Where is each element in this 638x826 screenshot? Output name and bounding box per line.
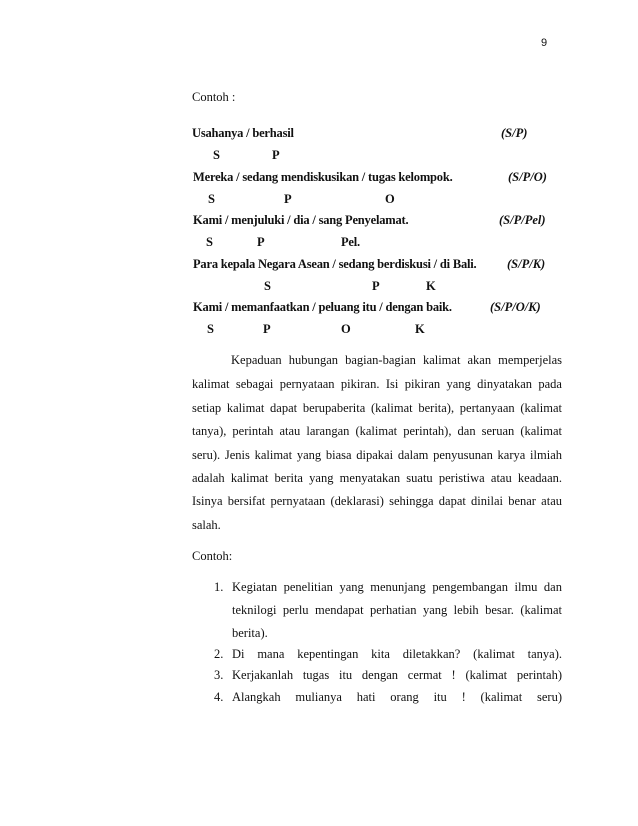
function-label: S bbox=[206, 235, 213, 249]
paragraph-line: kalimat sebagai pernyataan pikiran. Isi pikiran yang dinyatakan pada bbox=[192, 377, 562, 391]
sentence-pattern: (S/P/O/K) bbox=[490, 300, 541, 314]
function-label: S bbox=[207, 322, 214, 336]
list-number: 1. bbox=[214, 580, 224, 594]
function-label: P bbox=[263, 322, 271, 336]
paragraph-line: salah. bbox=[192, 518, 221, 532]
paragraph-line: setiap kalimat dapat berupaberita (kalimat berita), pertanyaan (kalimat bbox=[192, 401, 562, 415]
paragraph-line: seru). Jenis kalimat yang biasa dipakai dalam penyusunan karya ilmiah bbox=[192, 448, 562, 462]
sentence-pattern: (S/P) bbox=[501, 126, 528, 140]
sentence-pattern: (S/P/O) bbox=[508, 170, 547, 184]
function-label: K bbox=[415, 322, 425, 336]
example-sentence: Kami / menjuluki / dia / sang Penyelamat. bbox=[193, 213, 409, 227]
paragraph-line: tanya), perintah atau larangan (kalimat perintah), dan seruan (kalimat bbox=[192, 424, 562, 438]
function-label: O bbox=[341, 322, 351, 336]
list-item-line: Kegiatan penelitian yang menunjang pengembangan ilmu dan bbox=[232, 580, 562, 594]
function-label: P bbox=[284, 192, 292, 206]
sentence-pattern: (S/P/Pel) bbox=[499, 213, 546, 227]
list-number: 2. bbox=[214, 647, 224, 661]
function-label: P bbox=[257, 235, 265, 249]
function-label: Pel. bbox=[341, 235, 360, 249]
paragraph-line: adalah kalimat berita yang menyatakan suatu peristiwa atau keadaan. bbox=[192, 471, 562, 485]
list-number: 3. bbox=[214, 668, 224, 682]
list-number: 4. bbox=[214, 690, 224, 704]
function-label: P bbox=[272, 148, 280, 162]
paragraph-line: Kepaduan hubungan bagian-bagian kalimat akan memperjelas bbox=[231, 353, 562, 367]
function-label: K bbox=[426, 279, 436, 293]
function-label: O bbox=[385, 192, 395, 206]
example-sentence: Mereka / sedang mendiskusikan / tugas kelompok. bbox=[193, 170, 453, 184]
example-heading: Contoh : bbox=[192, 90, 236, 104]
list-item-line: Alangkah mulianya hati orang itu ! (kalimat seru) bbox=[232, 690, 562, 704]
example-sentence: Para kepala Negara Asean / sedang berdiskusi / di Bali. bbox=[193, 257, 477, 271]
example-heading: Contoh: bbox=[192, 549, 233, 563]
function-label: S bbox=[213, 148, 220, 162]
example-sentence: Usahanya / berhasil bbox=[192, 126, 294, 140]
list-item-line: teknilogi perlu mendapat perhatian yang lebih besar. (kalimat bbox=[232, 603, 562, 617]
list-item-line: Kerjakanlah tugas itu dengan cermat ! (kalimat perintah) bbox=[232, 668, 562, 682]
list-item-line: berita). bbox=[232, 626, 268, 640]
function-label: S bbox=[264, 279, 271, 293]
example-sentence: Kami / memanfaatkan / peluang itu / dengan baik. bbox=[193, 300, 452, 314]
function-label: S bbox=[208, 192, 215, 206]
list-item-line: Di mana kepentingan kita diletakkan? (kalimat tanya). bbox=[232, 647, 562, 661]
paragraph-line: Isinya bersifat pernyataan (deklarasi) sehingga dapat dinilai benar atau bbox=[192, 494, 562, 508]
function-label: P bbox=[372, 279, 380, 293]
page-number: 9 bbox=[541, 37, 548, 49]
sentence-pattern: (S/P/K) bbox=[507, 257, 546, 271]
